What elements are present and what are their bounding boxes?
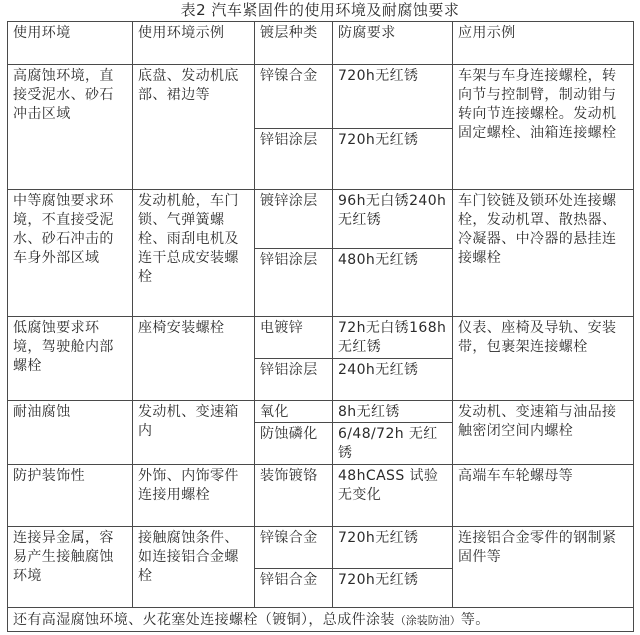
- footer-note: [8, 608, 634, 632]
- requirement-cell: 6/48/72h 无红锈: [333, 423, 453, 465]
- coating-cell: 锌镍合金: [255, 527, 333, 569]
- application-cell: 车门铰链及锁环处连接螺栓，发动机罩、散热器、冷凝器、中冷器的悬挂连接螺栓: [453, 190, 634, 317]
- requirement-cell: 48hCASS 试验无变化: [333, 465, 453, 527]
- coating-cell: 电镀锌: [255, 317, 333, 359]
- table-row: [8, 317, 634, 359]
- example-cell: 发动机舱，车门锁、气弹簧螺栓、雨刮电机及连干总成安装螺栓: [133, 190, 255, 317]
- requirement-cell: 8h无红锈: [333, 401, 453, 423]
- requirement-cell: 720h无红锈: [333, 65, 453, 129]
- coating-cell: 锌铝合金: [255, 569, 333, 608]
- coating-cell: 装饰镀铬: [255, 465, 333, 527]
- requirement-cell: 720h无红锈: [333, 527, 453, 569]
- coating-cell: 锌铝涂层: [255, 359, 333, 401]
- application-cell: 发动机、变速箱与油品接触密闭空间内螺栓: [453, 401, 634, 465]
- footer-main: 还有高湿腐蚀环境、火花塞处连接螺栓（镀铜），总成件涂装: [13, 612, 395, 628]
- requirement-cell: 96h无白锈240h无红锈: [333, 190, 453, 249]
- footer-paren: （涂装防油）: [394, 614, 461, 627]
- example-cell: 底盘、发动机底部、裙边等: [133, 65, 255, 190]
- header-coating: 镀层种类: [255, 22, 333, 65]
- env-cell: 耐油腐蚀: [8, 401, 133, 465]
- requirement-cell: 480h无红锈: [333, 249, 453, 317]
- application-cell: 仪表、座椅及导轨、安装带，包裹架连接螺栓: [453, 317, 634, 401]
- requirement-cell: 720h无红锈: [333, 569, 453, 608]
- header-application: 应用示例: [453, 22, 634, 65]
- table-row: [8, 401, 634, 423]
- table-row: [8, 65, 634, 129]
- requirement-cell: 72h无白锈168h无红锈: [333, 317, 453, 359]
- env-cell: 防护装饰性: [8, 465, 133, 527]
- header-example: 使用环境示例: [133, 22, 255, 65]
- application-cell: 车架与车身连接螺栓，转向节与控制臂，制动钳与转向节连接螺栓。发动机固定螺栓、油箱连接螺栓: [453, 65, 634, 190]
- env-cell: 中等腐蚀要求环境，不直接受泥水、砂石冲击的车身外部区域: [8, 190, 133, 317]
- coating-cell: 锌镍合金: [255, 65, 333, 129]
- header-requirement: 防腐要求: [333, 22, 453, 65]
- footer-end: 等。: [460, 612, 490, 628]
- coating-cell: 氧化: [255, 401, 333, 423]
- table-row: [8, 190, 634, 249]
- table-row: [8, 465, 634, 527]
- header-env: 使用环境: [8, 22, 133, 65]
- env-cell: 高腐蚀环境，直接受泥水、砂石冲击区域: [8, 65, 133, 190]
- requirement-cell: 240h无红锈: [333, 359, 453, 401]
- env-cell: 连接异金属，容易产生接触腐蚀环境: [8, 527, 133, 608]
- coating-cell: 防蚀磷化: [255, 423, 333, 465]
- example-cell: 接触腐蚀条件、如连接铝合金螺栓: [133, 527, 255, 608]
- example-cell: 座椅安装螺栓: [133, 317, 255, 401]
- application-cell: 连接铝合金零件的钢制紧固件等: [453, 527, 634, 608]
- example-cell: 外饰、内饰零件连接用螺栓: [133, 465, 255, 527]
- application-cell: 高端车车轮螺母等: [453, 465, 634, 527]
- table-caption: 表2 汽车紧固件的使用环境及耐腐蚀要求: [180, 1, 460, 19]
- table-row: [8, 527, 634, 569]
- example-cell: 发动机、变速箱内: [133, 401, 255, 465]
- coating-cell: 镀锌涂层: [255, 190, 333, 249]
- requirement-cell: 720h无红锈: [333, 129, 453, 190]
- corrosion-requirements-table: [7, 21, 634, 632]
- env-cell: 低腐蚀要求环境，驾驶舱内部螺栓: [8, 317, 133, 401]
- coating-cell: 锌铝涂层: [255, 249, 333, 317]
- coating-cell: 锌铝涂层: [255, 129, 333, 190]
- header-row: [8, 22, 634, 65]
- footer-row: [8, 608, 634, 632]
